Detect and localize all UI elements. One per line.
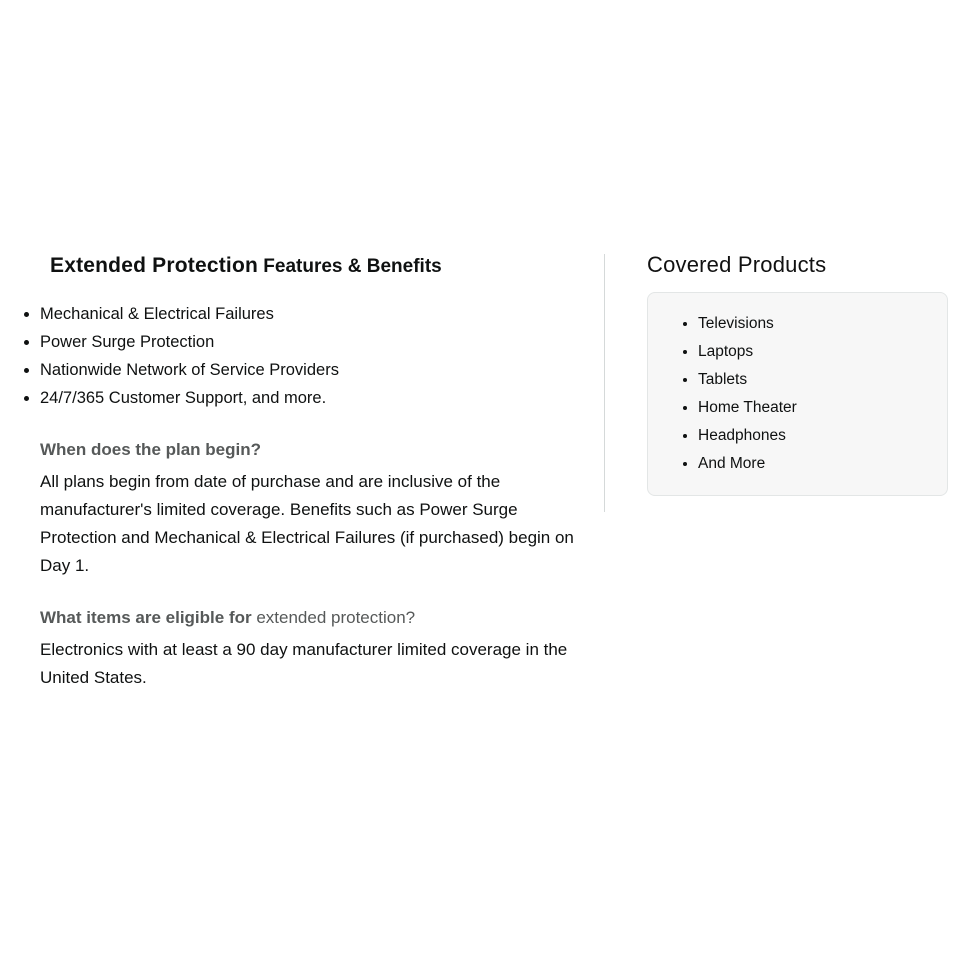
question-plan-begin: When does the plan begin?	[40, 439, 261, 459]
list-item: • Headphones	[698, 422, 931, 450]
list-item: • 24/7/365 Customer Support, and more.	[40, 384, 604, 412]
page-title-strong: Extended Protection	[50, 254, 258, 277]
list-item: • Tablets	[698, 366, 931, 394]
question-eligible-items	[40, 608, 604, 628]
list-item: • Laptops	[698, 338, 931, 366]
page-title	[50, 252, 604, 280]
list-item: • Mechanical & Electrical Failures	[40, 300, 604, 328]
covered-products-title: Covered Products	[647, 252, 827, 277]
covered-products-column	[605, 252, 960, 496]
list-item: • And More	[698, 450, 931, 478]
list-item: • Home Theater	[698, 394, 931, 422]
features-column	[0, 252, 604, 692]
answer-plan-begin: All plans begin from date of purchase and are inclusive of the manufacturer's limited coverage. Benefits such as Power Surge Protection and Mechanical & Electrical Failures (if purchased) begin on Day 1.	[40, 471, 574, 575]
covered-products-list	[664, 310, 931, 478]
list-item: • Televisions	[698, 310, 931, 338]
page-title-rest: Features & Benefits	[258, 256, 442, 277]
benefits-list	[24, 300, 604, 412]
list-item: • Nationwide Network of Service Providers	[40, 356, 604, 384]
list-item: • Power Surge Protection	[40, 328, 604, 356]
question-eligible-strong: What items are eligible for	[40, 607, 257, 627]
answer-eligible-items: Electronics with at least a 90 day manufacturer limited coverage in the United States.	[40, 639, 568, 687]
covered-products-box	[647, 292, 948, 496]
question-eligible-light: extended protection?	[256, 607, 416, 627]
